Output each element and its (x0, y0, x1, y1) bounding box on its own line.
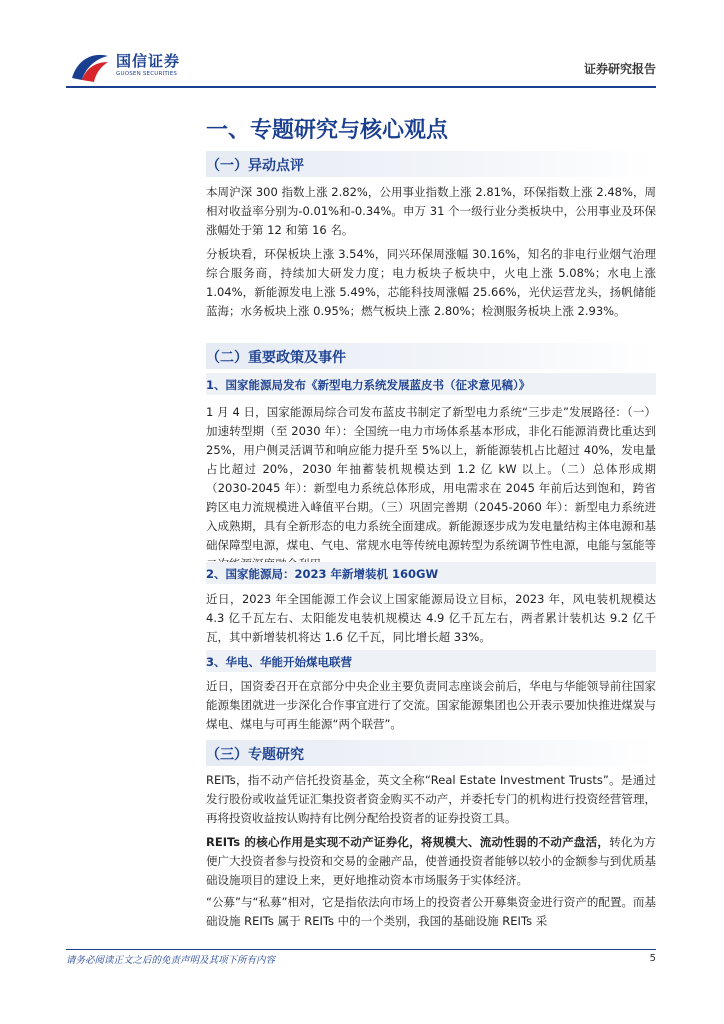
paragraph: “公募”与“私募”相对，它是指依法向市场上的投资者公开募集资金进行资产的配置。而基础设施 REITs 属于 REITs 中的一个类别，我国的基础设施 REITs 采 (206, 895, 656, 928)
subheading-2 (206, 562, 656, 584)
section-heading-2 (206, 343, 656, 369)
main-title: 一、专题研究与核心观点 (206, 118, 449, 143)
section-title: （一）异动点评 (206, 158, 304, 174)
section-title: （三）专题研究 (206, 747, 304, 763)
report-type-label: 证券研究报告 (583, 62, 656, 76)
bold-lead-text: REITs 的核心作用是实现不动产证券化，将规模大、流动性弱的不动产盘活， (206, 835, 610, 849)
paragraph: 分板块看，环保板块上涨 3.54%，同兴环保周涨幅 30.16%，知名的非电行业烟气治理综合服务商，持续加大研发力度；电力板块子板块中，火电上涨 5.08%；水电上涨 1.04%，新能源发电上涨 5.49%，芯能科技周涨幅 25.66%，光伏运营龙头，扬帆储能蓝海；水务板块上涨 0.95%；燃气板块上涨 2.80%；检测服务板块上涨 2.93%。 (206, 247, 656, 318)
paragraph (206, 833, 656, 890)
company-logo (66, 46, 206, 86)
subheading-3 (206, 650, 656, 672)
paragraph: REITs，指不动产信托投资基金，英文全称“Real Estate Investment Trusts”。是通过发行股份或收益凭证汇集投资者资金购买不动产，并委托专门的机构进行投资经营管理，再将投资收益按认购持有比例分配给投资者的证券投资工具。 (206, 773, 656, 825)
subheading-title: 2、国家能源局：2023 年新增装机 160GW (206, 567, 439, 581)
subheading-title: 3、华电、华能开始煤电联营 (206, 655, 353, 669)
paragraph: 近日，2023 年全国能源工作会议上国家能源局设立目标，2023 年，风电装机规模达 4.3 亿千瓦左右、太阳能发电装机规模达 4.9 亿千瓦左右，两者累计装机达 9.2 亿千瓦，其中新增装机将达 1.6 亿千瓦，同比增长超 33%。 (206, 592, 656, 644)
header-divider (66, 86, 656, 88)
subheading-title: 1、国家能源局发布《新型电力系统发展蓝皮书（征求意见稿）》 (206, 378, 531, 392)
paragraph: 近日，国资委召开在京部分中央企业主要负责同志座谈会前后，华电与华能领导前往国家能源集团就进一步深化合作事宜进行了交流。国家能源集团也公开表示要加快推进煤炭与煤电、煤电与可再生能源“两个联营”。 (206, 679, 656, 731)
footer-divider (66, 949, 656, 950)
logo-chinese-name: 国信证券 (116, 52, 181, 70)
section-title: （二）重要政策及事件 (206, 350, 346, 366)
disclaimer-text: 请务必阅读正文之后的免责声明及其项下所有内容 (66, 955, 276, 966)
page-header (66, 40, 656, 90)
subheading-1 (206, 373, 656, 395)
logo-english-name: GUOSEN SECURITIES (116, 71, 178, 77)
page-number: 5 (649, 953, 656, 964)
paragraph-rest: 转化为方便广大投资者参与投资和交易的金融产品，使普通投资者能够以较小的金额参与到优质基础设施项目的建设上来，更好地推动资本市场服务于实体经济。 (206, 835, 657, 887)
paragraph: 1 月 4 日，国家能源局综合司发布蓝皮书制定了新型电力系统“三步走”发展路径：（一）加速转型期（至 2030 年）：全国统一电力市场体系基本形成，非化石能源消费比重达到 25%，用户侧灵活调节和响应能力提升至 5%以上，新能源装机占比超过 40%，发电量占比超过 20%，2030 年抽蓄装机规模达到 1.2 亿 kW 以上。（二）总体形成期（2030-2045 年）：新型电力系统总体形成，用电需求在 2045 年前后达到饱和，跨省跨区电力流规模进入峰值平台期。（三）巩固完善期（2045-2060 年）：新型电力系统进入成熟期，具有全新形态的电力系统全面建成。新能源逐步成为发电量结构主体电源和基础保障型电源，煤电、气电、常规水电等传统电源转型为系统调节性电源，电能与氢能等 (206, 405, 656, 552)
section-heading-3 (206, 740, 656, 766)
section-heading-1 (206, 151, 656, 177)
guosen-logo-icon (68, 48, 112, 84)
paragraph: 本周沪深 300 指数上涨 2.82%，公用事业指数上涨 2.81%，环保指数上涨 2.48%，周相对收益率分别为-0.01%和-0.34%。申万 31 个一级行业分类板块中，公用事业及环保涨幅处于第 12 和第 16 名。 (206, 185, 656, 237)
